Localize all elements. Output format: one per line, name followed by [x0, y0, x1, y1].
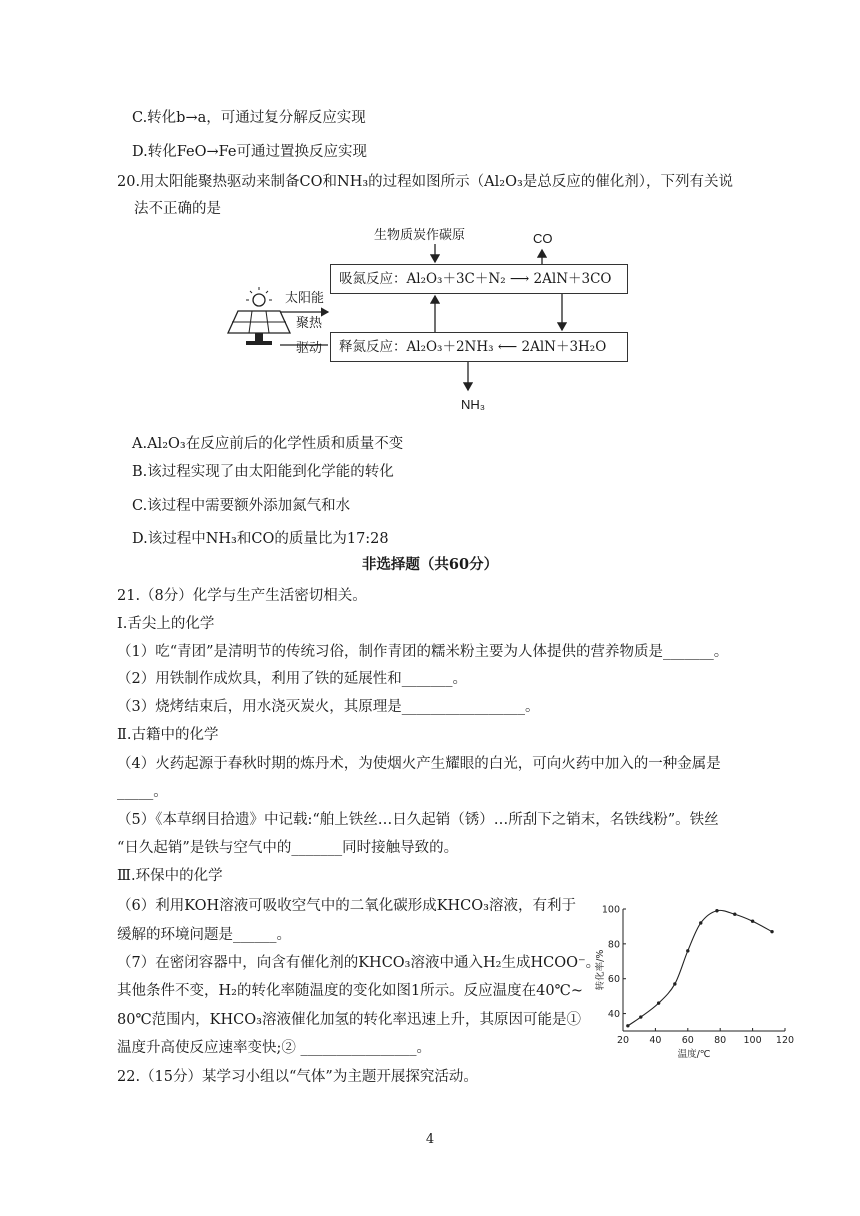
q19-option-d: D.转化FeO→Fe可通过置换反应实现	[132, 144, 367, 160]
data-point	[639, 1015, 642, 1018]
q21-item7-line2: 其他条件不变，H₂的转化率随温度的变化如图1所示。反应温度在40℃~	[117, 983, 584, 999]
y-tick-label: 80	[607, 939, 620, 951]
q21-item4-line1: （4）火药起源于春秋时期的炼丹术，为使烟火产生耀眼的白光，可向火药中加入的一种金属是	[117, 756, 721, 772]
q21-item5-line2: “日久起销”是铁与空气中的_______同时接触导致的。	[117, 840, 459, 856]
solar-label-1: 太阳能	[285, 291, 325, 306]
q21-item6-line2: 缓解的环境问题是______。	[117, 927, 291, 943]
section-title: 非选择题（共60分）	[361, 556, 499, 573]
data-point	[733, 913, 736, 916]
page-number: 4	[425, 1132, 435, 1147]
solar-label-2: 聚热	[296, 316, 323, 331]
data-point	[626, 1024, 629, 1027]
co-product-label: CO	[533, 231, 553, 246]
nh3-product-label: NH₃	[461, 397, 486, 412]
y-tick-label: 60	[607, 974, 620, 986]
data-point	[673, 982, 676, 985]
y-tick-label: 40	[607, 1009, 620, 1021]
q20-option-b: B.该过程实现了由太阳能到化学能的转化	[132, 464, 394, 480]
x-tick-label: 40	[649, 1035, 662, 1046]
x-tick-label: 100	[743, 1035, 762, 1046]
absorb-reaction-box: 吸氮反应：Al₂O₃＋3C＋N₂ ⟶ 2AlN＋3CO	[330, 264, 628, 294]
conversion-chart	[595, 893, 795, 1063]
x-tick-label: 20	[616, 1035, 630, 1046]
y-axis-label: 转化率/%	[595, 949, 606, 991]
x-axis-label: 温度/℃	[677, 1049, 711, 1060]
q21-item4-line2: _____。	[117, 784, 168, 800]
data-point	[686, 949, 689, 952]
data-point	[699, 921, 702, 924]
solar-label-3: 驱动	[296, 341, 323, 356]
q19-option-c: C.转化b→a，可通过复分解反应实现	[132, 110, 366, 126]
q21-item6-line1: （6）利用KOH溶液可吸收空气中的二氧化碳形成KHCO₃溶液，有利于	[117, 898, 576, 914]
conversion-series-line	[628, 910, 772, 1025]
part3-heading: Ⅲ.环保中的化学	[117, 868, 223, 884]
x-tick-label: 120	[775, 1035, 795, 1046]
q22-stem: 22.（15分）某学习小组以“气体”为主题开展探究活动。	[117, 1069, 478, 1085]
q21-stem: 21.（8分）化学与生产生活密切相关。	[117, 588, 367, 604]
release-reaction-box: 释氮反应：Al₂O₃＋2NH₃ ⟵ 2AlN＋3H₂O	[330, 332, 628, 362]
q20-stem-line1: 20.用太阳能聚热驱动来制备CO和NH₃的过程如图所示（Al₂O₃是总反应的催化剂），下列有关说	[117, 174, 734, 190]
q21-item5-line1: （5）《本草纲目拾遗》中记载:“舶上铁丝…日久起销（锈）…所刮下之销末，名铁线粉”。铁丝	[117, 812, 719, 828]
q21-item7-line4: 温度升高使反应速率变快;② ________________。	[117, 1040, 431, 1056]
data-point	[770, 930, 773, 933]
q21-item2: （2）用铁制作成炊具，利用了铁的延展性和_______。	[117, 671, 467, 687]
carbon-source-label: 生物质炭作碳原	[374, 228, 466, 243]
q21-item3: （3）烧烤结束后，用水浇灭炭火，其原理是_________________。	[117, 699, 540, 715]
q20-option-d: D.该过程中NH₃和CO的质量比为17:28	[132, 531, 389, 547]
q20-option-c: C.该过程中需要额外添加氮气和水	[132, 498, 351, 514]
part2-heading: Ⅱ.古籍中的化学	[117, 727, 219, 743]
q20-stem-line2: 法不正确的是	[134, 201, 221, 217]
y-tick-label: 100	[601, 904, 620, 916]
data-point	[751, 920, 754, 923]
x-tick-label: 60	[681, 1035, 694, 1046]
q20-option-a: A.Al₂O₃在反应前后的化学性质和质量不变	[132, 436, 404, 452]
data-point	[657, 1001, 660, 1004]
solar-collector-icon	[228, 287, 290, 345]
data-point	[715, 909, 718, 912]
q21-item7-line3: 80℃范围内，KHCO₃溶液催化加氢的转化率迅速上升，其原因可能是①	[117, 1012, 581, 1028]
diagram-arrows	[0, 0, 860, 420]
q21-item7-line1: （7）在密闭容器中，向含有催化剂的KHCO₃溶液中通入H₂生成HCOO⁻。	[117, 955, 601, 971]
q21-item1: （1）吃“青团”是清明节的传统习俗，制作青团的糯米粉主要为人体提供的营养物质是_______。	[117, 644, 729, 660]
x-tick-label: 80	[714, 1035, 727, 1046]
part1-heading: Ⅰ.舌尖上的化学	[117, 616, 215, 632]
